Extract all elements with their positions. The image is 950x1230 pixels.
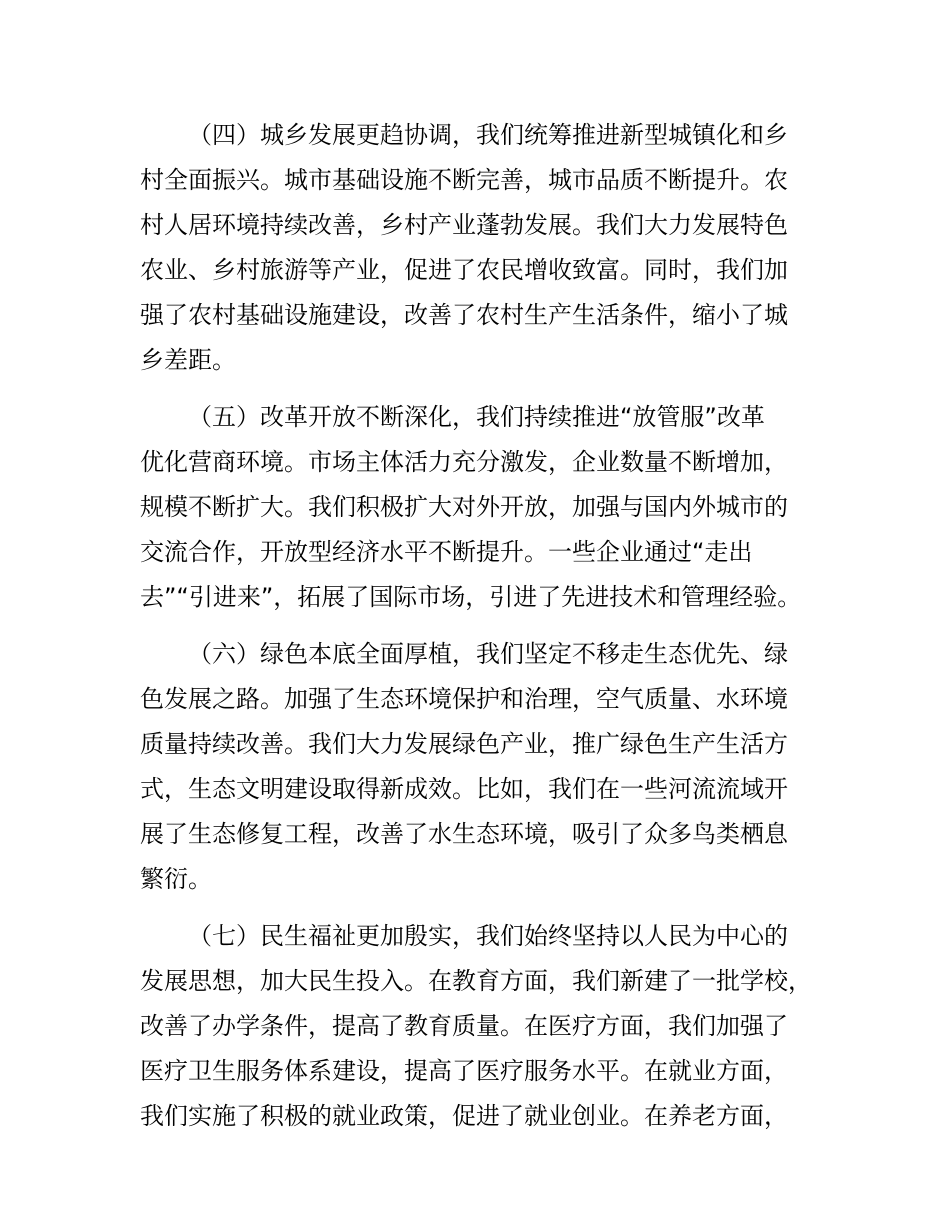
text-line: 医疗卫生服务体系建设，提高了医疗服务水平。在就业方面， <box>140 1057 788 1085</box>
text-line: 繁衍。 <box>140 865 212 893</box>
text-line: 农业、乡村旅游等产业，促进了农民增收致富。同时，我们加 <box>140 256 788 284</box>
paragraph-section-5 <box>140 395 830 620</box>
text-line: （七）民生福祉更加殷实，我们始终坚持以人民为中心的 <box>188 922 788 950</box>
text-line: 规模不断扩大。我们积极扩大对外开放，加强与国内外城市的 <box>140 493 788 521</box>
text-line: 式，生态文明建设取得新成效。比如，我们在一些河流流域开 <box>140 775 788 803</box>
text-line: 展了生态修复工程，改善了水生态环境，吸引了众多鸟类栖息 <box>140 820 788 848</box>
text-line: （六）绿色本底全面厚植，我们坚定不移走生态优先、绿 <box>188 640 788 668</box>
text-line: 交流合作，开放型经济水平不断提升。一些企业通过“走出 <box>140 538 753 566</box>
text-line: 改善了办学条件，提高了教育质量。在医疗方面，我们加强了 <box>140 1012 788 1040</box>
document-body <box>140 113 830 1139</box>
text-line: （五）改革开放不断深化，我们持续推进“放管服”改革 <box>188 403 765 431</box>
text-line: 强了农村基础设施建设，改善了农村生产生活条件，缩小了城 <box>140 301 788 329</box>
text-line: 村人居环境持续改善，乡村产业蓬勃发展。我们大力发展特色 <box>140 211 788 239</box>
text-line: 村全面振兴。城市基础设施不断完善，城市品质不断提升。农 <box>140 166 788 194</box>
text-line: 发展思想，加大民生投入。在教育方面，我们新建了一批学校， <box>140 967 812 995</box>
text-line: 我们实施了积极的就业政策，促进了就业创业。在养老方面， <box>140 1102 788 1130</box>
text-line: 乡差距。 <box>140 346 236 374</box>
text-line: 去”“引进来”，拓展了国际市场，引进了先进技术和管理经验。 <box>140 583 802 611</box>
paragraph-section-7 <box>140 914 830 1139</box>
paragraph-section-6 <box>140 632 830 902</box>
paragraph-section-4 <box>140 113 830 383</box>
text-line: 质量持续改善。我们大力发展绿色产业，推广绿色生产生活方 <box>140 730 788 758</box>
text-line: （四）城乡发展更趋协调，我们统筹推进新型城镇化和乡 <box>188 121 788 149</box>
text-line: 色发展之路。加强了生态环境保护和治理，空气质量、水环境 <box>140 685 788 713</box>
text-line: 优化营商环境。市场主体活力充分激发，企业数量不断增加， <box>140 448 788 476</box>
